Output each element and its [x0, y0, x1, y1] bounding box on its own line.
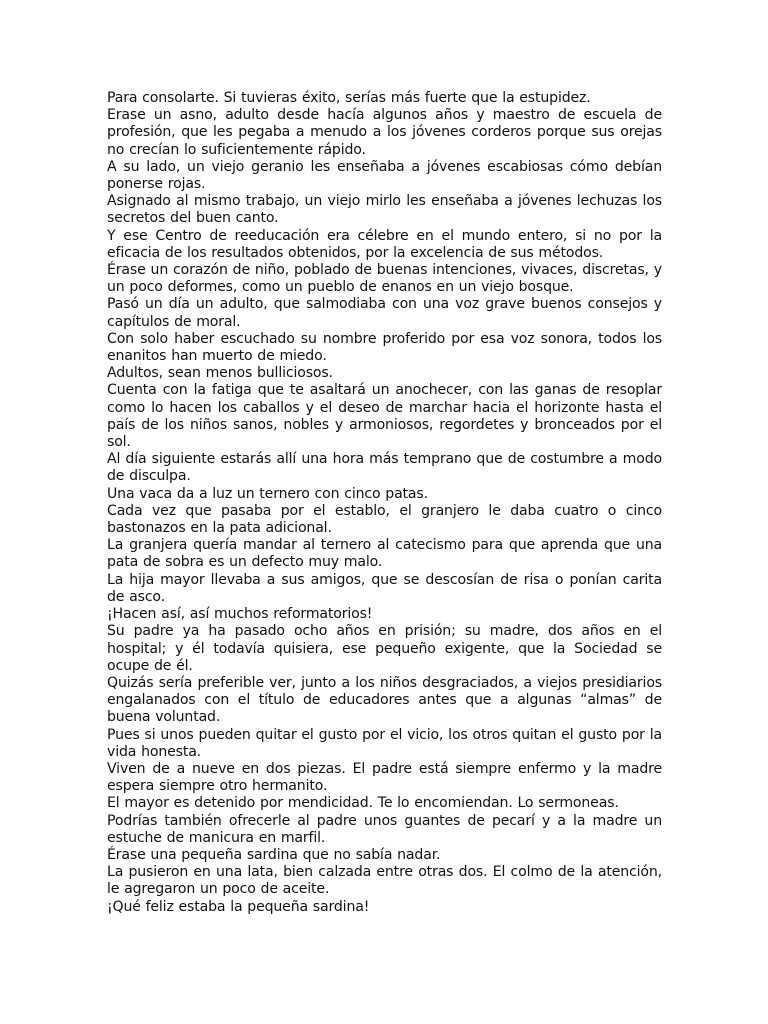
paragraph: Una vaca da a luz un ternero con cinco patas.: [107, 485, 428, 502]
paragraph: La hija mayor llevaba a sus amigos, que se descosían de risa o ponían carita de asco.: [107, 571, 662, 605]
paragraph: ¡Qué feliz estaba la pequeña sardina!: [107, 898, 370, 915]
paragraph: La pusieron en una lata, bien calzada entre otras dos. El colmo de la atención, le agregaron un poco de aceite.: [107, 864, 662, 898]
paragraph: Para consolarte. Si tuvieras éxito, serías más fuerte que la estupidez.: [107, 90, 591, 106]
paragraph: Podrías también ofrecerle al padre unos guantes de pecarí y a la madre un estuche de manicura en marfil.: [107, 812, 662, 846]
paragraph: Pasó un día un adulto, que salmodiaba con una voz grave buenos consejos y capítulos de moral.: [107, 296, 662, 330]
paragraph: Pues si unos pueden quitar el gusto por el vicio, los otros quitan el gusto por la vida honesta.: [107, 726, 662, 760]
paragraph: Cuenta con la fatiga que te asaltará un anochecer, con las ganas de resoplar como lo hacen los caballos y el deseo de marchar hacia el horizonte hasta el país de los niños sanos, nobles y armoniosos, regordetes y bronceados por el sol.: [107, 382, 662, 451]
paragraph: Con solo haber escuchado su nombre proferido por esa voz sonora, todos los enanitos han muerto de miedo.: [107, 330, 662, 365]
paragraph: A su lado, un viejo geranio les enseñaba a jóvenes escabiosas cómo debían ponerse rojas.: [107, 158, 662, 193]
paragraph: ¡Hacen así, así muchos reformatorios!: [107, 606, 373, 623]
paragraph: La granjera quería mandar al ternero al catecismo para que aprenda que una pata de sobra es un defecto muy malo.: [107, 537, 662, 571]
paragraph: El mayor es detenido por mendicidad. Te lo encomiendan. Lo sermoneas.: [107, 795, 619, 812]
paragraph: Érase un corazón de niño, poblado de buenas intenciones, vivaces, discretas, y un poco deformes, como un pueblo de enanos en un viejo bosque.: [107, 262, 662, 296]
paragraph: Asignado al mismo trabajo, un viejo mirlo les enseñaba a jóvenes lechuzas los secretos del buen canto.: [107, 193, 662, 227]
paragraph: Cada vez que pasaba por el establo, el granjero le daba cuatro o cinco bastonazos en la pata adicional.: [107, 502, 662, 537]
paragraph: Quizás sería preferible ver, junto a los niños desgraciados, a viejos presidiarios engalanados con el título de educadores antes que a algunas “almas” de buena voluntad.: [107, 674, 662, 726]
paragraph: Érase una pequeña sardina que no sabía nadar.: [107, 846, 441, 863]
paragraph: Su padre ya ha pasado ocho años en prisión; su madre, dos años en el hospital; y él todavía quisiera, ese pequeño exigente, que la Sociedad se ocupe de él.: [107, 623, 662, 674]
paragraph: Adultos, sean menos bulliciosos.: [107, 365, 333, 382]
paragraph: Al día siguiente estarás allí una hora más temprano que de costumbre a modo de disculpa.: [107, 451, 662, 485]
paragraph: Y ese Centro de reeducación era célebre en el mundo entero, si no por la eficacia de los resultados obtenidos, por la excelencia de sus métodos.: [107, 227, 662, 261]
paragraph: Viven de a nueve en dos piezas. El padre está siempre enfermo y la madre espera siempre otro hermanito.: [107, 760, 662, 795]
paragraph: Erase un asno, adulto desde hacía algunos años y maestro de escuela de profesión, que les pegaba a menudo a los jóvenes corderos porque sus orejas no crecían lo suficientemente rápido.: [107, 107, 662, 158]
document-page: [107, 90, 662, 916]
